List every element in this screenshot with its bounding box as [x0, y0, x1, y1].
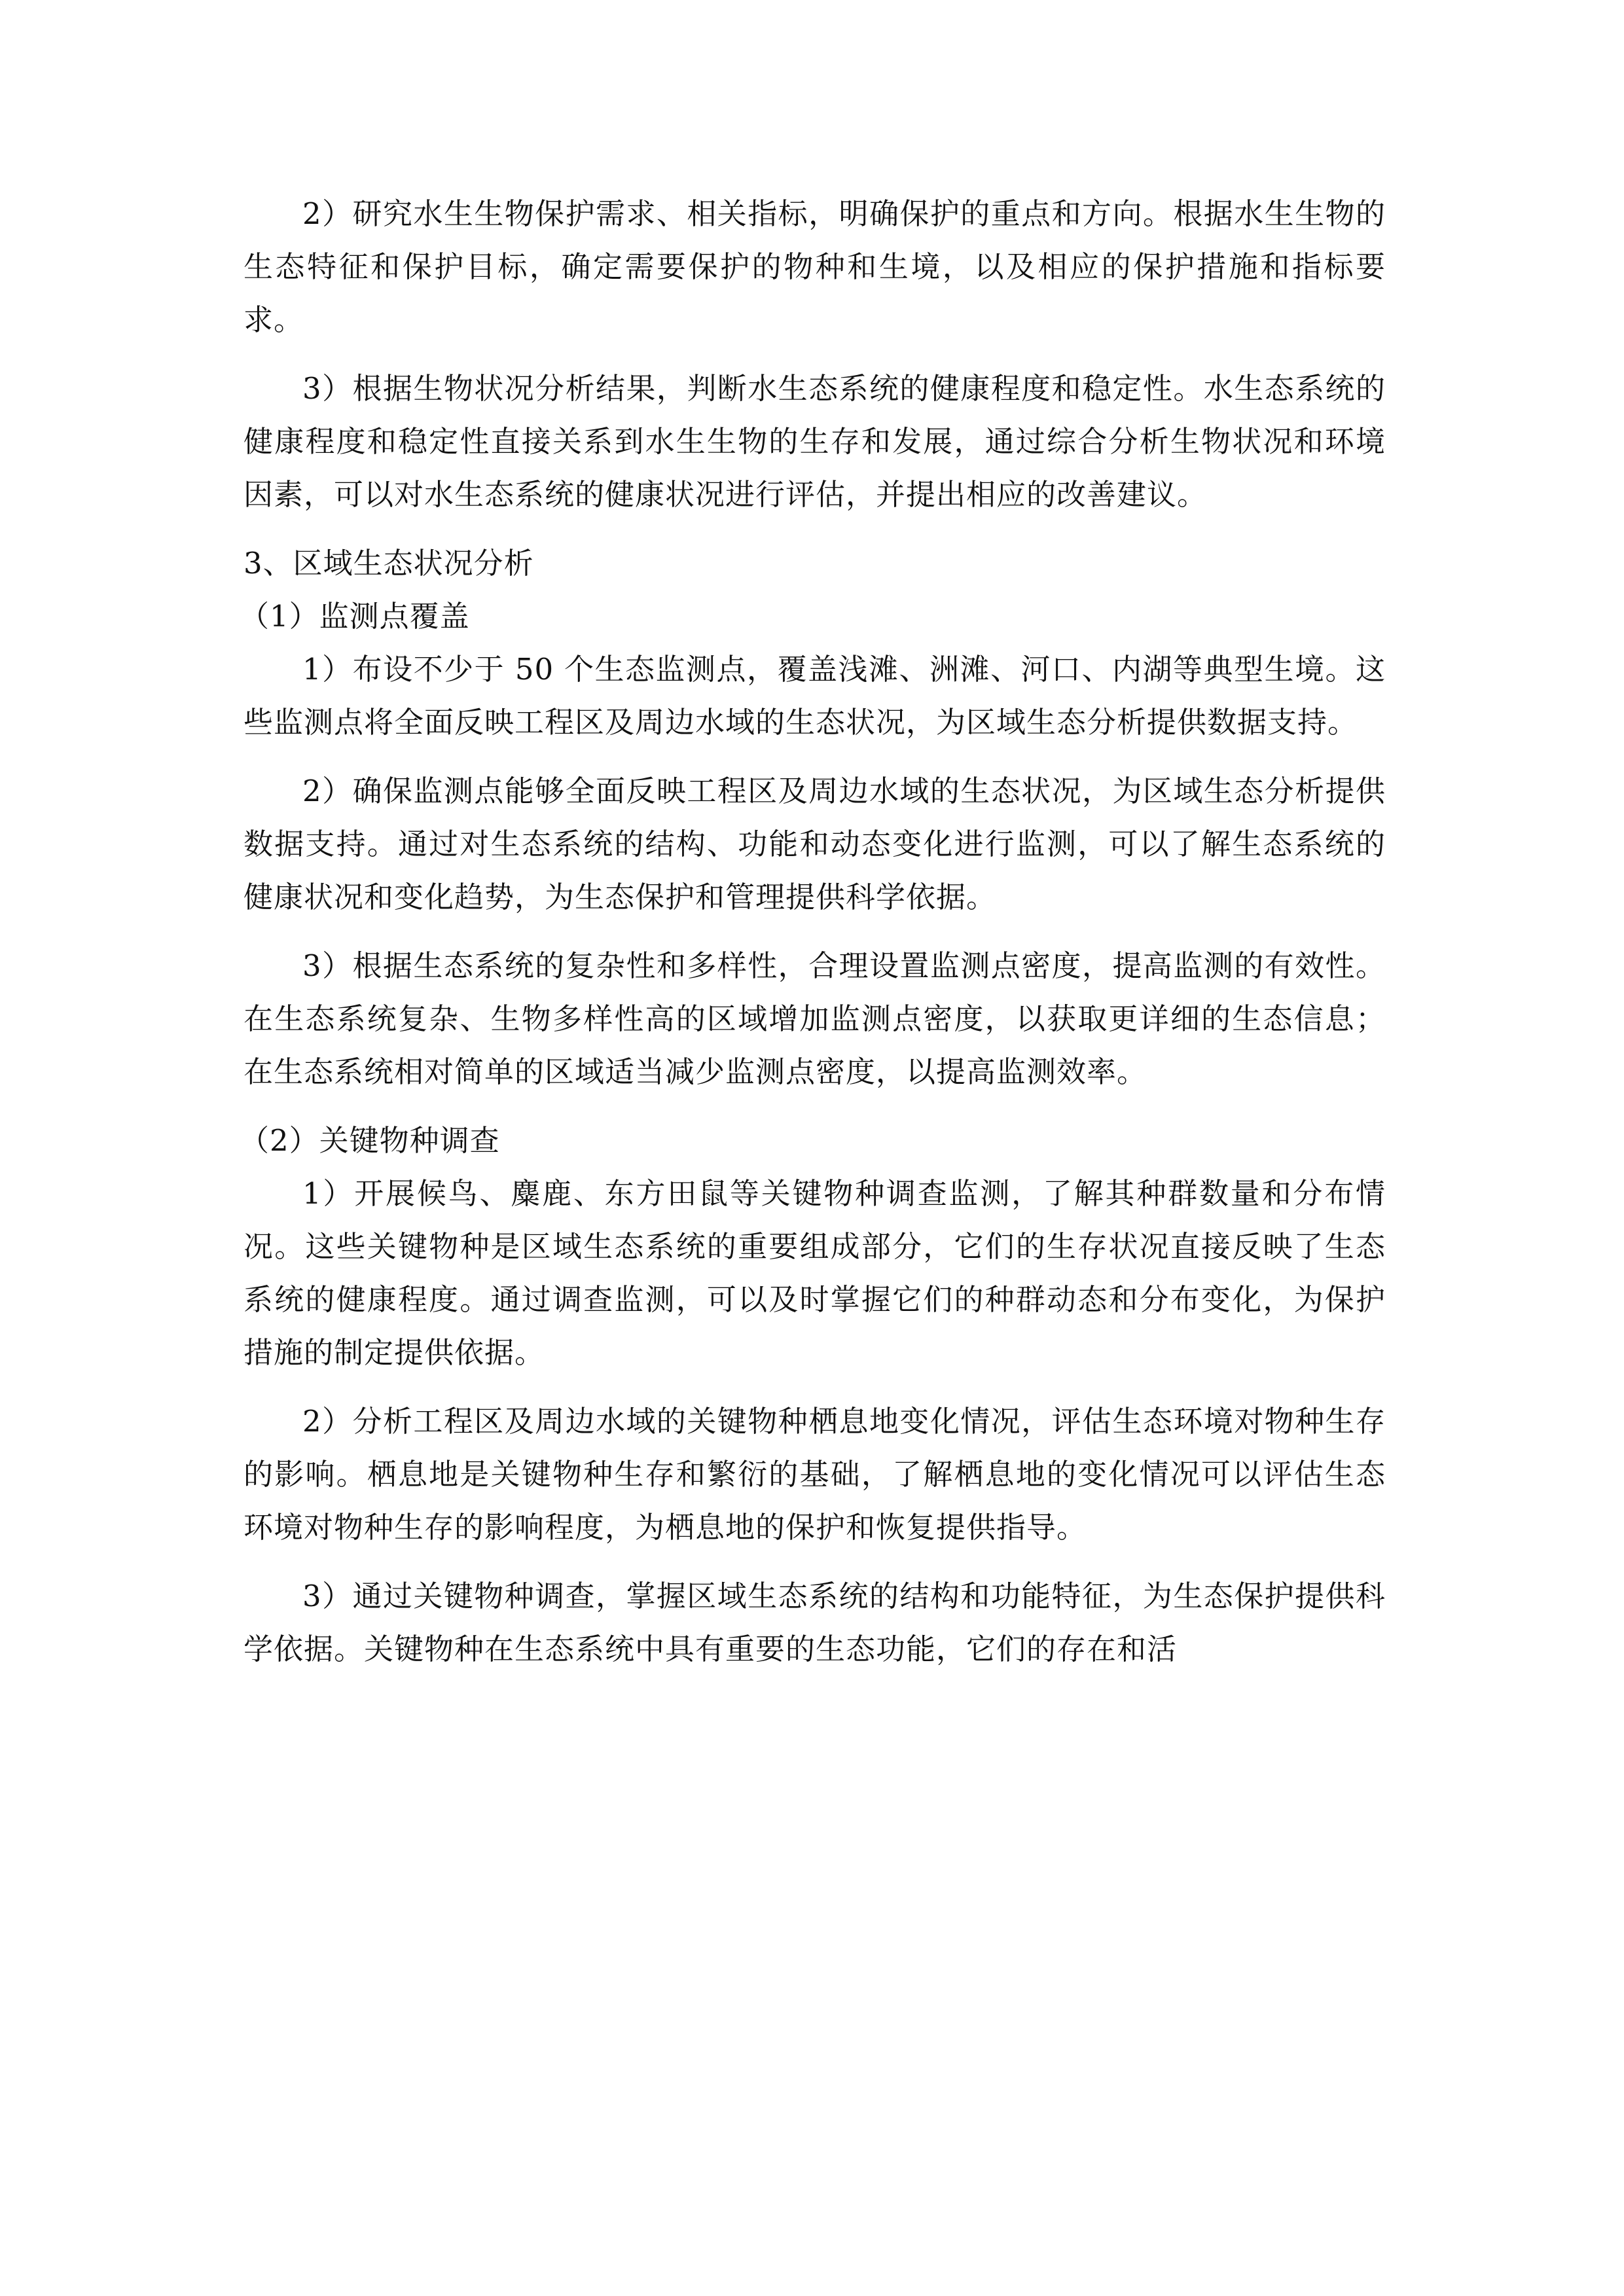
paragraph-coverage-3: 3）根据生态系统的复杂性和多样性，合理设置监测点密度，提高监测的有效性。在生态系统复杂、生物多样性高的区域增加监测点密度，以获取更详细的生态信息；在生态系统相对简单的区域适当减少监测点密度，以提高监测效率。	[244, 948, 1386, 1089]
document-body	[240, 187, 1386, 1691]
paragraph-species-1: 1）开展候鸟、麋鹿、东方田鼠等关键物种调查监测，了解其种群数量和分布情况。这些关键物种是区域生态系统的重要组成部分，它们的生存状况直接反映了生态系统的健康程度。通过调查监测，可以及时掌握它们的种群动态和分布变化，为保护措施的制定提供依据。	[244, 1176, 1386, 1370]
paragraph-species-3: 3）通过关键物种调查，掌握区域生态系统的结构和功能特征，为生态保护提供科学依据。关键物种在生态系统中具有重要的生态功能，它们的存在和活	[244, 1579, 1386, 1666]
paragraph-coverage-1: 1）布设不少于 50 个生态监测点，覆盖浅滩、洲滩、河口、内湖等典型生境。这些监测点将全面反映工程区及周边水域的生态状况，为区域生态分析提供数据支持。	[244, 652, 1386, 740]
paragraph-top-2: 3）根据生物状况分析结果，判断水生态系统的健康程度和稳定性。水生态系统的健康程度和稳定性直接关系到水生生物的生存和发展，通过综合分析生物状况和环境因素，可以对水生态系统的健康状况进行评估，并提出相应的改善建议。	[244, 371, 1386, 512]
paragraph-coverage-2: 2）确保监测点能够全面反映工程区及周边水域的生态状况，为区域生态分析提供数据支持。通过对生态系统的结构、功能和动态变化进行监测，可以了解生态系统的健康状况和变化趋势，为生态保护和管理提供科学依据。	[244, 774, 1386, 914]
section-heading-regional-ecology: 3、区域生态状况分析	[244, 546, 534, 581]
paragraph-top-1: 2）研究水生生物保护需求、相关指标，明确保护的重点和方向。根据水生生物的生态特征和保护目标，确定需要保护的物种和生境，以及相应的保护措施和指标要求。	[244, 196, 1386, 337]
subsection-heading-key-species: （2）关键物种调查	[240, 1123, 500, 1158]
subsection-heading-monitoring-coverage: （1）监测点覆盖	[240, 599, 470, 634]
paragraph-species-2: 2）分析工程区及周边水域的关键物种栖息地变化情况，评估生态环境对物种生存的影响。栖息地是关键物种生存和繁衍的基础，了解栖息地的变化情况可以评估生态环境对物种生存的影响程度，为栖息地的保护和恢复提供指导。	[244, 1404, 1386, 1545]
